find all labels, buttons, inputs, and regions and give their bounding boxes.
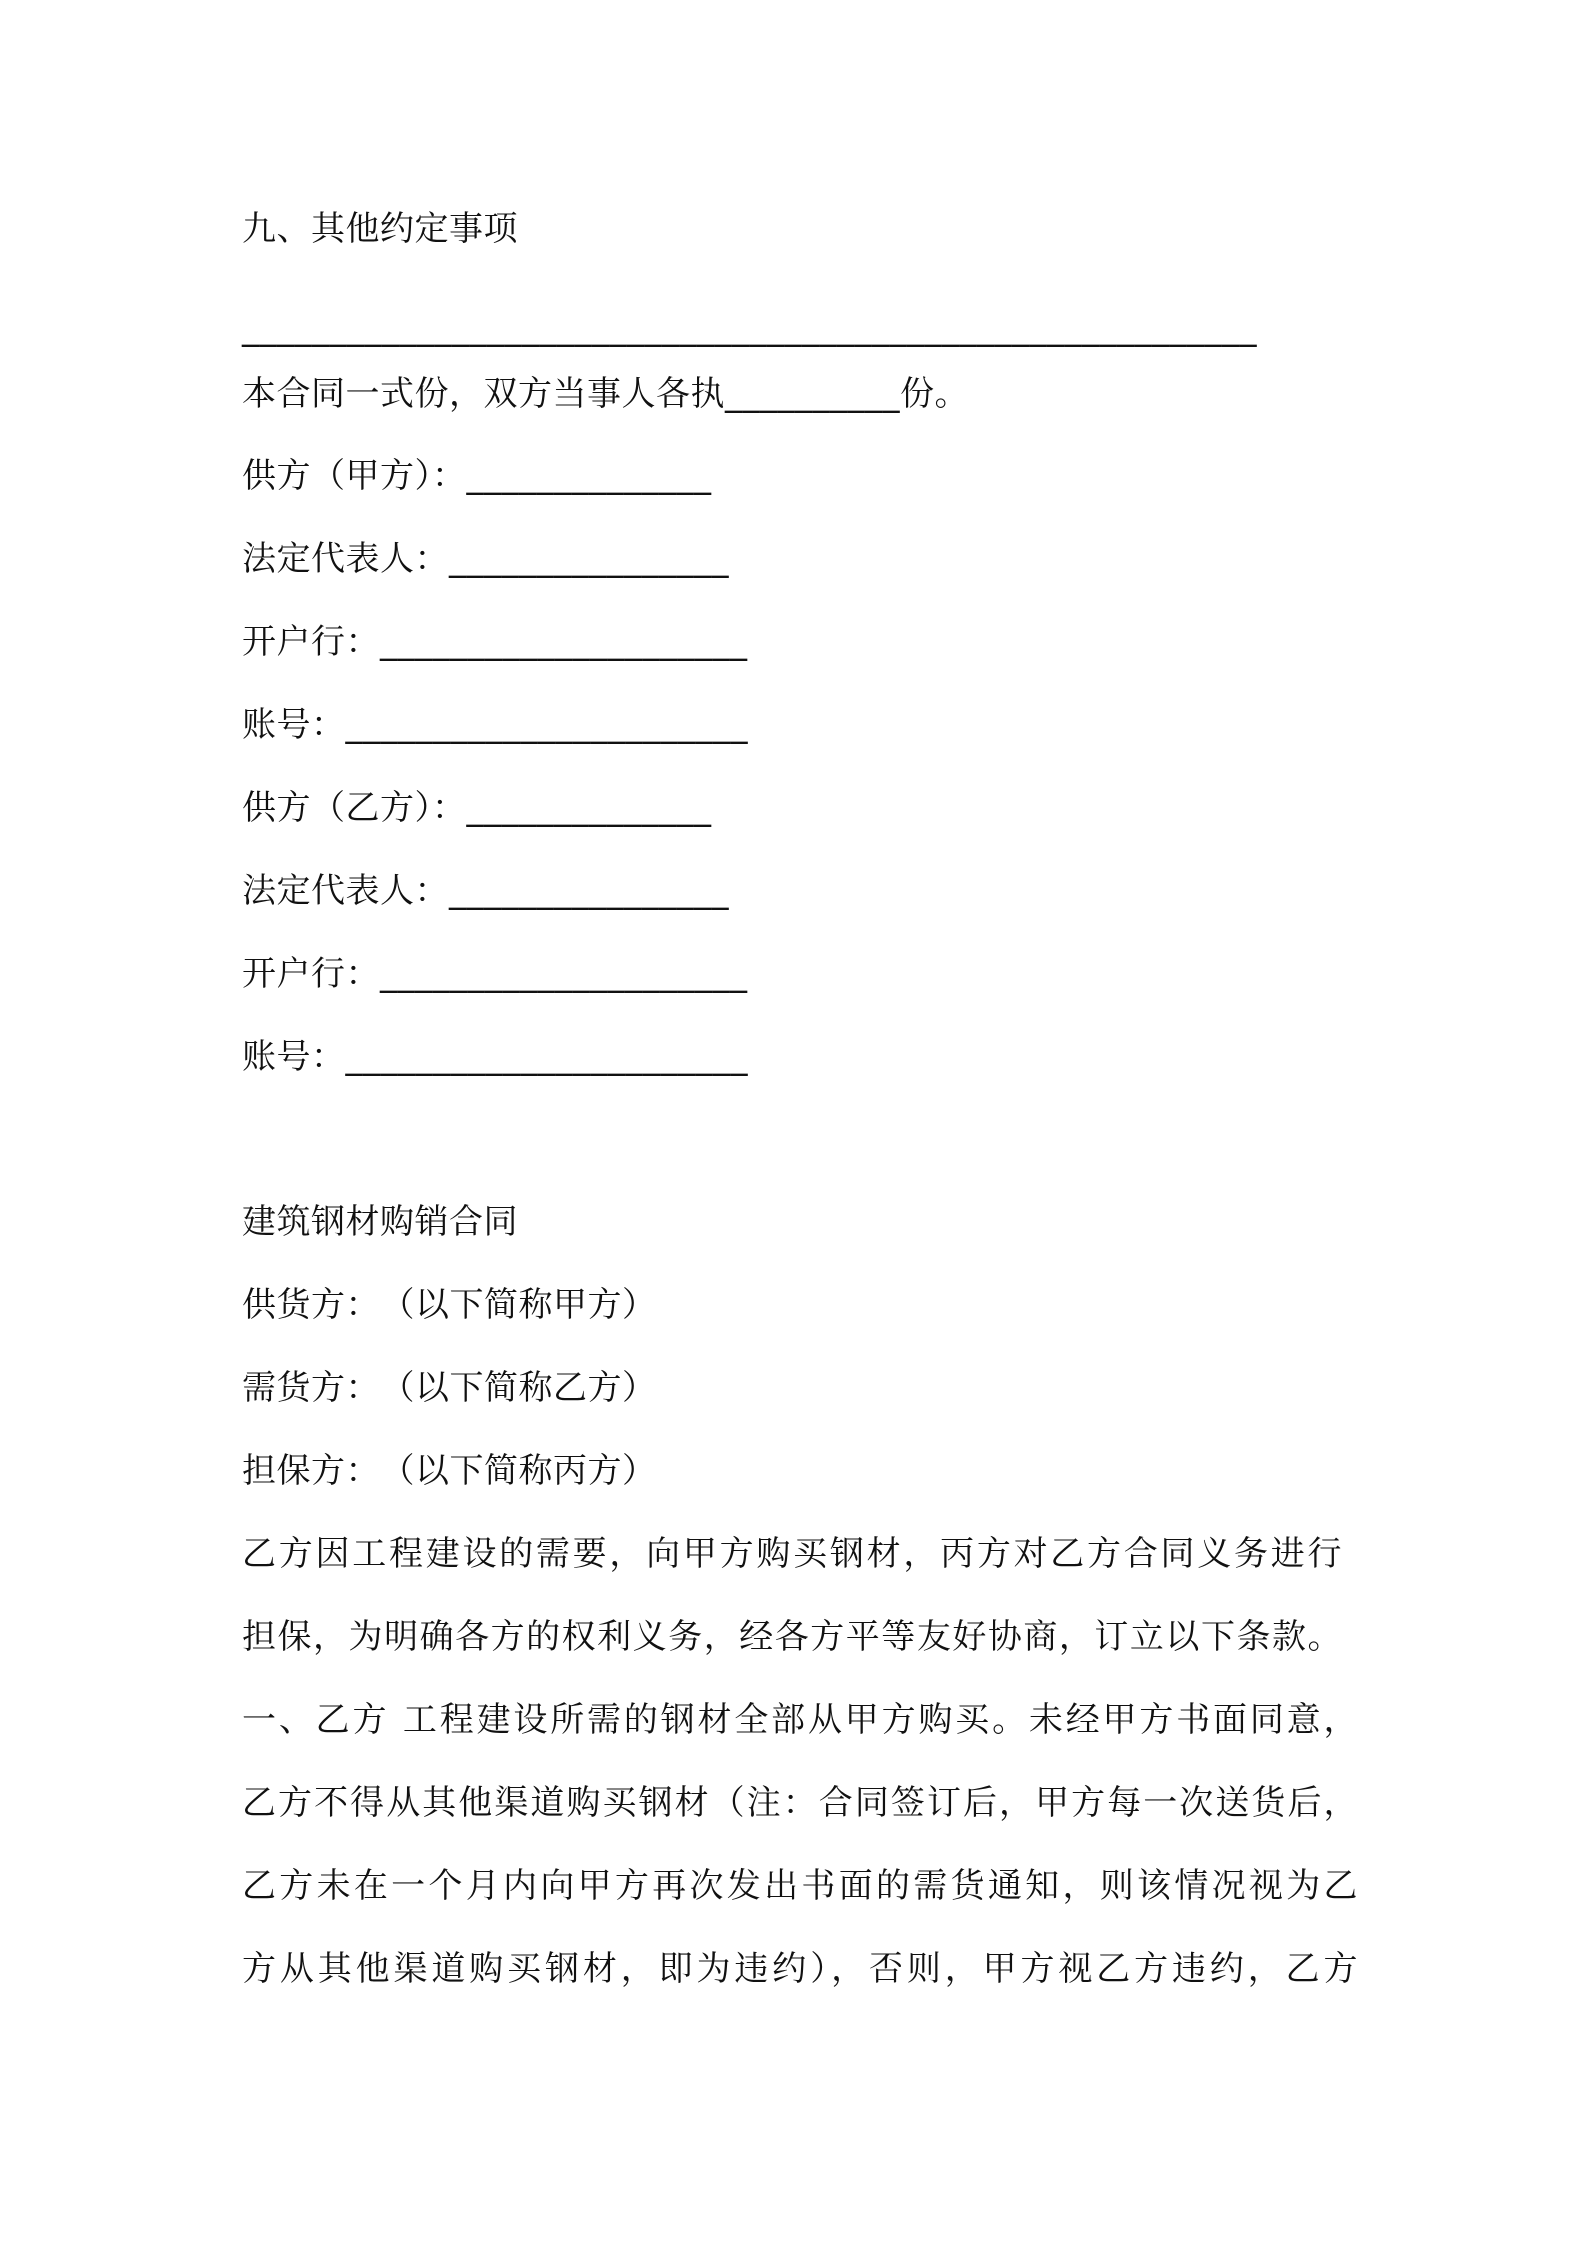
intro-line-1: 乙方因工程建设的需要，向甲方购买钢材，丙方对乙方合同义务进行 (242, 1534, 1342, 1574)
clause-one-line-4: 方从其他渠道购买钢材，即为违约），否则，甲方视乙方违约，乙方 (242, 1949, 1358, 1989)
buyer-party-line: 需货方： （以下简称乙方） (242, 1368, 657, 1408)
party-a-account: 账号：_______________________ (242, 705, 748, 745)
guarantor-party-line: 担保方： （以下简称丙方） (242, 1451, 657, 1491)
supplier-party-line: 供货方： （以下简称甲方） (242, 1285, 657, 1325)
party-a-bank: 开户行：_____________________ (242, 622, 748, 662)
clause-one-line-2: 乙方不得从其他渠道购买钢材（注：合同签订后，甲方每一次送货后， (242, 1783, 1358, 1823)
section-nine-blank-line: __________________________________________________________ (242, 308, 1257, 348)
intro-line-2: 担保，为明确各方的权利义务，经各方平等友好协商，订立以下条款。 (242, 1617, 1342, 1657)
party-b-bank: 开户行：_____________________ (242, 954, 748, 994)
party-b-account: 账号：_______________________ (242, 1037, 748, 1077)
clause-one-line-1: 一、乙方 工程建设所需的钢材全部从甲方购买。未经甲方书面同意， (242, 1700, 1358, 1740)
party-a-legal-rep: 法定代表人：________________ (242, 539, 729, 579)
party-b-supplier: 供方（乙方）：______________ (242, 788, 712, 828)
party-b-legal-rep: 法定代表人：________________ (242, 871, 729, 911)
contract-title: 建筑钢材购销合同 (242, 1202, 518, 1242)
section-nine-heading: 九、其他约定事项 (242, 209, 518, 249)
copies-line: 本合同一式份，双方当事人各执__________份。 (242, 374, 969, 414)
clause-one-line-3: 乙方未在一个月内向甲方再次发出书面的需货通知，则该情况视为乙 (242, 1866, 1358, 1906)
party-a-supplier: 供方（甲方）：______________ (242, 456, 712, 496)
